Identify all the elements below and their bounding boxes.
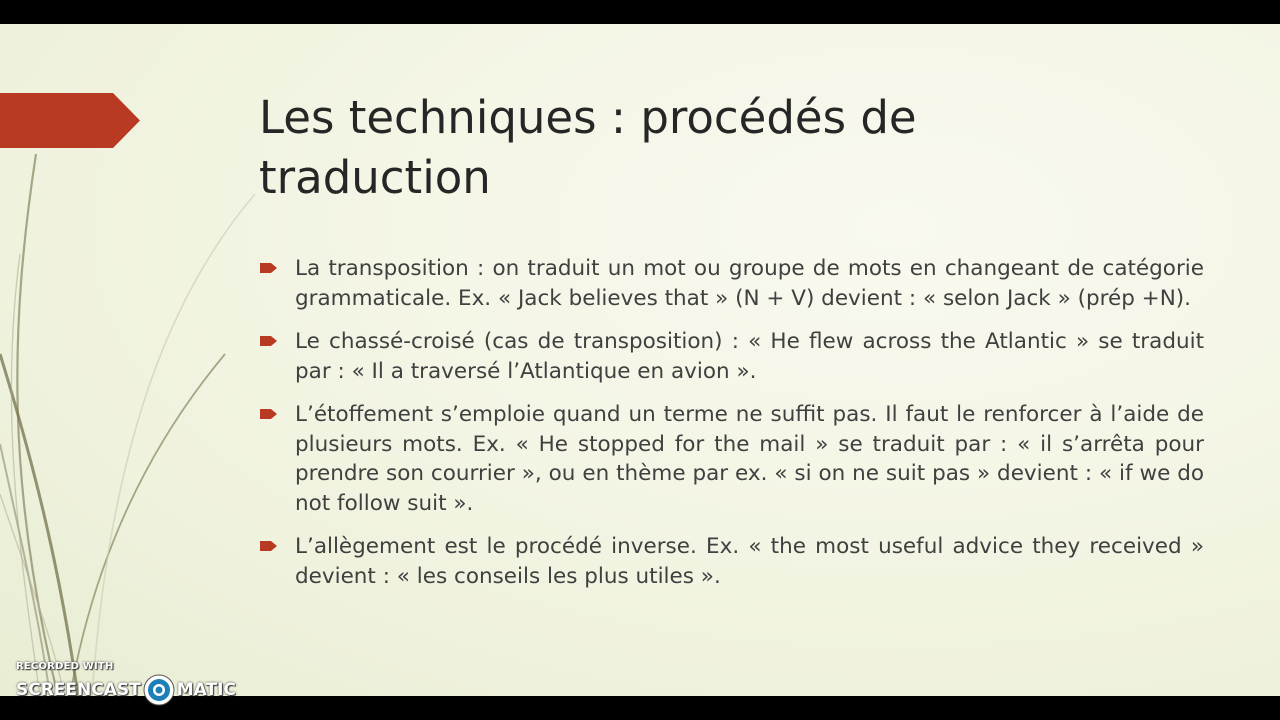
bullet-text: L’allègement est le procédé inverse. Ex. « the most useful advice they received » devient : « les conseils les plus utiles ». [295, 534, 1204, 589]
bullet-text: La transposition : on traduit un mot ou groupe de mots en changeant de catégorie grammaticale. Ex. « Jack believes that » (N + V) devient : « selon Jack » (prép +N). [295, 256, 1204, 311]
bullet-list [258, 254, 1204, 605]
bullet-item [258, 327, 1204, 386]
arrow-bullet-icon [260, 262, 278, 274]
arrow-bullet-icon [260, 335, 278, 347]
watermark-recorded-with: RECORDED WITH [16, 661, 114, 672]
bullet-item [258, 254, 1204, 313]
slide-title: Les techniques : procédés de traduction [259, 91, 917, 204]
arrow-bullet-icon [260, 540, 278, 552]
arrow-bullet-icon [260, 408, 278, 420]
presentation-slide [0, 24, 1280, 696]
screencast-o-matic-logo-icon [142, 673, 176, 707]
bullet-item [258, 400, 1204, 518]
bullet-text: Le chassé-croisé (cas de transposition) : « He flew across the Atlantic » se traduit par : « Il a traversé l’Atlantique en avion ». [295, 329, 1204, 384]
screencast-watermark [16, 661, 236, 707]
bullet-text: L’étoffement s’emploie quand un terme ne suffit pas. Il faut le renforcer à l’aide de plusieurs mots. Ex. « He stopped for the mail » se traduit par : « il s’arrêta pour prendre son courrier », ou en thème par ex. « si on ne suit pas » devient : « if we do not follow suit ». [295, 402, 1204, 516]
bullet-item [258, 532, 1204, 591]
title-arrow-tab [0, 93, 140, 148]
watermark-brand [16, 673, 236, 707]
watermark-word-right: MATIC [176, 680, 236, 700]
watermark-word-left: SCREENCAST [16, 680, 141, 700]
